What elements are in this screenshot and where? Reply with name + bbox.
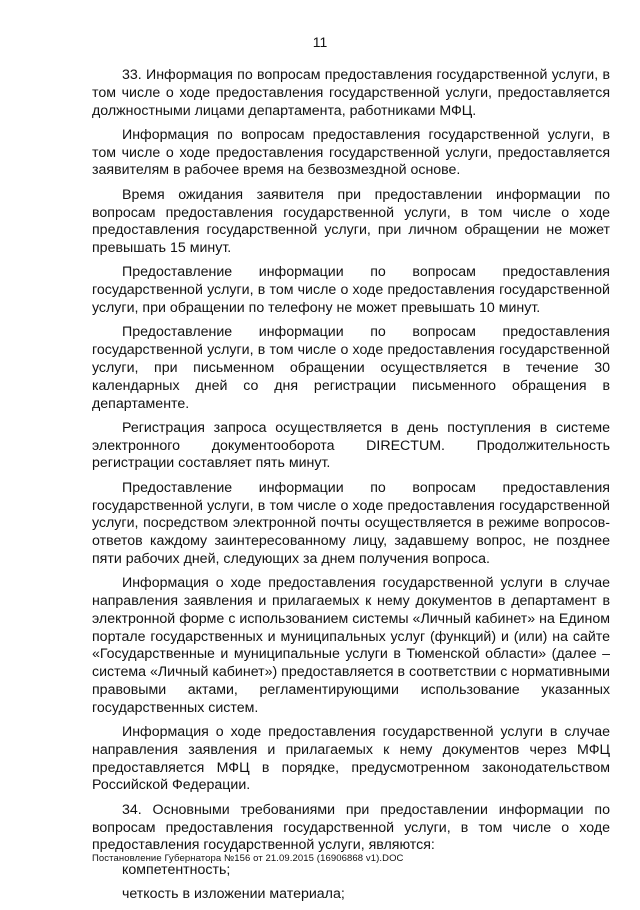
paragraph: Регистрация запроса осуществляется в день поступления в системе электронного документооборота DIRECTUM. Продолжительность регистрации составляет пять минут. xyxy=(92,419,610,472)
paragraph: Информация о ходе предоставления государственной услуги в случае направления заявления и прилагаемых к нему документов через МФЦ предоставляется МФЦ в порядке, предусмотренном законодательством Российской Федерации. xyxy=(92,724,610,794)
paragraph: Предоставление информации по вопросам предоставления государственной услуги, в том числе о ходе предоставления государственной услуги, при обращении по телефону не может превышать 10 минут. xyxy=(92,264,610,317)
paragraph: Информация о ходе предоставления государственной услуги в случае направления заявления и прилагаемых к нему документов в департамент в электронной форме с использованием системы «Личный кабинет» на Едином портале государственных и муниципальных услуг (функций) и (или) на сайте «Государственные и муниципальные услуги в Тюменской области» (далее – система «Личный кабинет») предоставляется в соответствии с нормативными правовыми актами, регламентирующими использование указанных государственных систем. xyxy=(92,575,610,716)
list-item: компетентность; xyxy=(122,861,231,878)
page-number: 11 xyxy=(312,34,328,50)
paragraph-33: 33. Информация по вопросам предоставления государственной услуги, в том числе о ходе предоставления государственной услуги, предоставляется должностными лицами департамента, работниками МФЦ. xyxy=(92,67,610,119)
paragraph: Предоставление информации по вопросам предоставления государственной услуги, в том числе о ходе предоставления государственной услуги, при письменном обращении осуществляется в течение 30 календарных дней со дня регистрации письменного обращения в департаменте. xyxy=(92,324,610,412)
paragraph: Информация по вопросам предоставления государственной услуги, в том числе о ходе предоставления государственной услуги, предоставляется заявителям в рабочее время на безвозмездной основе. xyxy=(92,126,610,179)
paragraph: Время ожидания заявителя при предоставлении информации по вопросам предоставления государственной услуги, в том числе о ходе предоставления государственной услуги, при личном обращении не может превышать 15 минут. xyxy=(92,186,610,257)
paragraph-34: 34. Основными требованиями при предоставлении информации по вопросам предоставления государственной услуги, в том числе о ходе предоставления государственной услуги, являются: xyxy=(92,801,610,854)
paragraph: Предоставление информации по вопросам предоставления государственной услуги, в том числе о ходе предоставления государственной услуги, посредством электронной почты осуществляется в режиме вопросов-ответов каждому заинтересованному лицу, задавшему вопрос, не позднее пяти рабочих дней, следующих за днем получения вопроса. xyxy=(92,479,610,567)
list-item: четкость в изложении материала; xyxy=(122,885,345,902)
document-footer: Постановление Губернатора №156 от 21.09.2015 (16906868 v1).DOC xyxy=(92,853,404,864)
document-body xyxy=(92,67,610,910)
